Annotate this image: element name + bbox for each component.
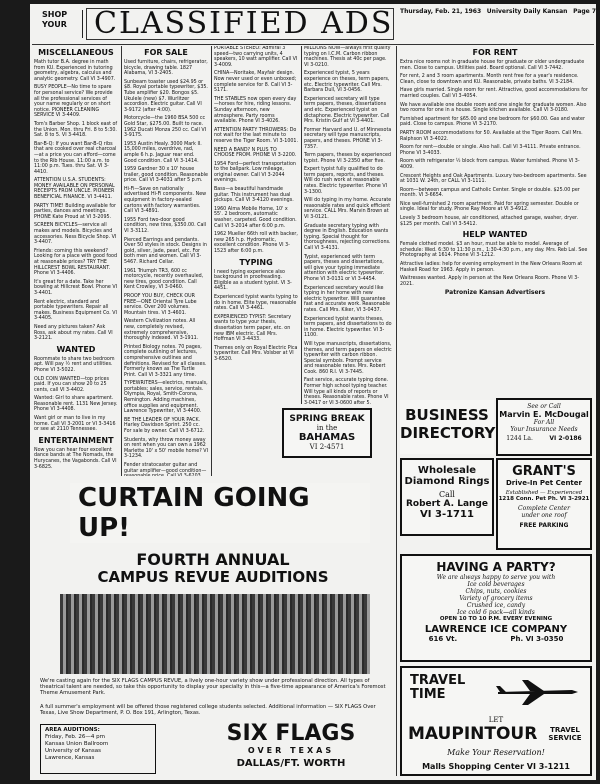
section-heading-misc: MISCELLANEOUS — [38, 48, 114, 57]
ad-body: We're casting again for the SIX FLAGS CAMPUS REVUE, a lively one-hour variety show under professional direction. All types of theatrical talent are needed, so take this opportunity to display your specialty in this—a five-time appearance of America's Foremost Theme Amusement Park. — [40, 678, 386, 696]
list-item: Term papers, theses by experienced typist. Phone VI 3-2350 after five. — [304, 153, 392, 164]
ad-contact — [498, 435, 590, 442]
list-item: Nice well-furnished 2 room apartment. Paid for spring semester. Double or single. Ideal for study. Phone Ray Moore at VI 3-4912. — [400, 201, 579, 213]
six-flags-logo: SIX FLAGS — [226, 721, 356, 746]
patronize-line: Patronize Kansan Advertisers — [444, 289, 546, 297]
list-item: NEED A BAND? N PLUS TO CHOOSE FROM. PHONE VI 3-2200. — [214, 147, 297, 159]
ad-line: Wholesale — [417, 465, 477, 476]
list-item: SCREEN BICYCLES—service all makes and models. Bicycles and accessories. Ness Bicycle Shop. VI 3-4407. — [34, 223, 117, 246]
section-heading-entertainment: ENTERTAINMENT — [38, 435, 114, 445]
list-item: Have girls married. Single room for rent. Attractive, good accommodations for married couples. Call VI 3-4054. — [400, 88, 588, 99]
audition-info — [40, 724, 156, 774]
list-item: Hi-Fi—Save on nationally advertised Hi-Fi components. New equipment in factory-sealed cartons with factory warranties. Call VI 3-4891. — [124, 186, 207, 215]
ad-address: 1244 La. — [506, 435, 533, 442]
list-item: 1961 Triumph TR3, 600 cc motorcycle, recently overhauled, new tires, good condition. Call Kent Crowley, VI 3-0460. — [124, 268, 204, 291]
newspaper-page — [30, 4, 596, 780]
list-item: EXPERIENCED TYPIST: Secretary wants to type your thesis, dissertation term paper, etc. on new IBM electric. Call Mrs. Hoffman VI 3-4433. — [214, 314, 292, 343]
list-item: We have available one double room and one single for graduate women. Also two rooms for one in a house. Single kitchen available. Call VI 3-0180. — [400, 102, 587, 114]
ad-line: Established — Experienced — [505, 490, 583, 496]
list-item: Will type manuscripts, dissertations, themes, and term papers on electric typewriter with carbon ribbon. Special symbols. Prompt service and reasonable rates. Mrs. Robert Cook. 860 R.I. VI 3-7445. — [304, 341, 392, 375]
section-heading-typing: TYPING — [239, 257, 273, 267]
ad-line: Ice cold beverages — [467, 581, 525, 588]
list-item: Room—between campus and Catholic Center. Single or double. $25.00 per month. VI 3-6654. — [400, 187, 580, 199]
ad-line: TIME — [410, 687, 446, 702]
ad-line: University of Kansas — [45, 748, 102, 754]
list-item: Roommate to share two bedroom apt. Will pay ½ rent and utilities. Phone VI 3-5022. — [34, 356, 115, 373]
column-4 — [304, 46, 392, 404]
list-item: Bass—a beautiful handmade guitar. This instrument has dual pickups. Call VI 3-4120 evenings. — [214, 187, 294, 204]
ad-name: Robert A. Lange — [406, 499, 488, 509]
ad-phone: Ph. VI 3-0350 — [510, 635, 564, 643]
ad-diamond-rings — [400, 458, 494, 536]
list-item: Now you can hear four excellent dance bands at The Nomads, the Hurycanes, the Vagabonds. Call VI 3-6825. — [34, 447, 117, 470]
list-item: CHINA—Noritake, Mayfair design. Now never used or even unboxed; complete service for 8. Call VI 3-5171. — [214, 71, 297, 94]
list-item: 1962 Mueller 66th roll with backer, new 265 h.p. Hydromatic, excellent condition. Phone VI 3-1523 after 6:00 p.m. — [214, 232, 298, 254]
list-item: PARTY TIME! Building available for parties, dances and meetings. PHONE Kate Proud at VI 3-2095. — [34, 203, 116, 220]
list-item: Sunbeam toaster used $24.95 or $8. Royal portable typewriter, $35. Tube amplifier $20. Bongos $5. Ukulele (new) $7. Wurlitzer accordion. Electric guitar. Call VI 3-9172 (after 4:00). — [124, 79, 208, 113]
ad-name: GRANT'S — [512, 464, 576, 479]
ad-name: MAUPINTOUR — [408, 724, 538, 744]
list-item: Fender stratocaster guitar and guitar amplifier—good condition— — [124, 463, 207, 474]
ad-spring-break — [282, 408, 372, 458]
ad-line: AREA AUDITIONS: — [45, 727, 100, 733]
paper-name: University Daily Kansan — [486, 8, 568, 15]
list-item: Rent electric, standard and portable typewriters. Repair all makes. Business Equipment Co. VI 3-4405. — [34, 299, 117, 322]
ad-travel-time — [410, 674, 465, 702]
ad-phone: VI 2-4571 — [309, 443, 345, 451]
list-item: Fast service, accurate typing done. Former high school typing teacher. Will type all kinds of reports or theses. Reasonable rates. Phone VI 3-0417 or VI 3-0600 after 5. — [304, 378, 389, 404]
ad-title: CURTAIN GOING UP! — [70, 483, 370, 543]
business-directory-heading — [400, 400, 494, 454]
ad-line: under one roof — [521, 512, 567, 519]
ad-line: Call — [438, 490, 455, 499]
list-item: ATTENTION U.S.A. STUDENTS: MONEY AVAILABLE ON PERSONAL RECEIPTS FROM UNCLE. PIONEER BENEFICIAL FINANCE. VI 3-4411. — [34, 178, 115, 201]
ad-address: 616 Vt. — [428, 635, 458, 643]
ad-line: Crushed ice, candy — [466, 602, 526, 609]
ad-line: Drive-In Pet Center — [506, 479, 582, 487]
ad-phone: VI 2-0186 — [549, 435, 582, 442]
ad-line: Malls Shopping Center VI 3-1211 — [422, 762, 570, 771]
ad-travel — [400, 666, 592, 776]
ad-line: in the — [316, 424, 338, 432]
ad-line: Ice cold 6 pack—all kinds — [457, 609, 535, 616]
ad-line: Your Insurance Needs — [510, 426, 578, 433]
column-rule — [211, 46, 212, 476]
ad-line: OVER TEXAS — [247, 746, 335, 755]
list-item: OLD COIN WANTED—top prices paid. If you can show 20 to 25 cents, call VI 3-4402. — [34, 376, 109, 393]
ad-line: Diamond Rings — [404, 476, 490, 487]
list-item: Printed Biology notes. 70 pages, complete outlining of lectures, comprehensive outlines and definitions. Revised for all classes. Formerly known as The Turtle Print. Call VI 3-3321 any time. — [124, 344, 207, 378]
list-item: Former Harvard and U. of Minnesota secretary will type manuscripts, papers, and theses. PHONE VI 3-7357. — [304, 127, 392, 150]
list-item: Room for rent—double or single. Also hall. Call VI 3-4111. Private entrance. Phone VI 3-4033. — [400, 145, 581, 156]
list-item: Friends: coming this weekend? Looking for a place with good food at reasonable prices? TRY THE HILLCREST BOWL RESTAURANT. Phone VI 3-4406. — [34, 248, 117, 277]
list-item: Female clothed model. $3 an hour, must be able to model. Average of schedule: Wed. 6:30 to 11:30 p.m., 1:30-4:30 p.m., any day. Mrs. Reb Lal. See Photography at 1614. Phone VI 3-1212. — [400, 242, 588, 259]
list-item: Math tutor B.A. degree in math from KU. Experienced in tutoring geometry, algebra, calculus and analytic geometry. Call VI 3-4907. — [34, 60, 116, 82]
list-item: Students, why throw money away on rent when you can own a 1962 Marlette 10' x 50' mobile home? VI 3-1234. — [124, 437, 208, 460]
ad-line: LET — [488, 716, 504, 724]
ad-contact — [402, 635, 590, 643]
section-heading-help: HELP WANTED — [462, 230, 528, 240]
list-item: Experienced secretary would like typing in her home with new electric typewriter. Will guarantee fast and accurate work. Reasonable rates. Call Mrs. Kiker, VI 3-0437. — [304, 285, 391, 313]
your-word: YOUR — [42, 20, 67, 29]
list-item: Graduate secretary typing with degree in English. Education wants typing. Special thought for thoroughness, rejecting corrections. Call VI 3-4131. — [304, 223, 391, 251]
list-item: Experienced typist, 5 years experience on theses, term papers, etc. Electric typewriter. Call Mrs. Barbara Dull, VI 3-0456. — [304, 71, 390, 94]
list-item: 1959 Gardner 30 x 10' house trailer, good condition. Reasonable price. Call VI 3-4031 after 5 p.m. — [124, 167, 208, 184]
column-2 — [124, 46, 208, 476]
list-item: PARTY ROOM accommodations for 50. Available at the Tiger Room. Call Mrs. Ralphson VI 3-4022. — [400, 130, 583, 142]
ad-body: A full summer's employment will be offered those registered college students selected. Additional information — SIX FLAGS Over Texas, Live Show Department, P. O. Box 191, Arlington, Texas. — [40, 704, 376, 716]
date: Thursday, Feb. 21, 1963 — [400, 8, 482, 15]
revue-photo — [60, 594, 370, 674]
ad-line: Variety of grocery items — [459, 595, 533, 602]
list-item: Experienced typist wants typing to do in home. Elite type, reasonable rates. Call VI 3-4461. — [214, 294, 298, 312]
list-item: Experienced typist wants theses, term papers, and dissertations to do in home. Electric typewriter. VI 3-1100. — [304, 316, 392, 339]
section-heading-wanted: WANTED — [56, 344, 96, 354]
list-item: I need typing experience also background in proofreading. Eligible as a student typist. VI 3-4451. — [214, 269, 292, 292]
column-5 — [400, 46, 590, 396]
dateline — [400, 8, 596, 16]
list-item: 1955 Ford two-door good condition, new tires, $350.00. Call VI 3-3112. — [124, 217, 207, 235]
ad-line: FOURTH ANNUAL — [136, 550, 290, 569]
page-title: CLASSIFIED ADS — [94, 6, 394, 41]
heading-line: DIRECTORY — [400, 424, 496, 442]
heading-line: BUSINESS — [405, 406, 489, 424]
list-item: MILLIONS NOW—always first quality typing on I.C.M. Carbon ribbon machines. Thesis at 40c per page. VI 3-0210. — [304, 46, 391, 68]
ad-line: See or Call — [527, 403, 561, 410]
list-item: Will do typing in my home. Accurate reasonable rates and quick efficient service. CALL Mrs. Marvin Brown at VI 3-0121. — [304, 198, 392, 221]
ad-name: Marvin E. McDougal — [499, 410, 589, 419]
list-item: Need any pictures taken? Ask Ross, ask about my rates. Call VI 3-2121. — [34, 324, 113, 342]
airplane-icon — [494, 678, 580, 706]
ad-line: OPEN 10 TO 10 P.M. EVERY EVENING — [439, 616, 553, 622]
column-rule — [396, 46, 397, 776]
ad-line: Lawrence, Kansas — [45, 755, 95, 761]
column-rule — [301, 46, 302, 404]
ad-line: TRAVEL — [410, 673, 466, 688]
ad-line: FREE PARKING — [519, 522, 569, 529]
ad-line: Make Your Reservation! — [447, 748, 545, 757]
list-item: Want girl or man to live in my home. Call VI 3-2001 or VI 3-3416 or see at 2110 Tennessee. — [34, 416, 116, 433]
list-item: For rent, 2 and 3 room apartments. Month rent free for a year's residence. Clean, close to downtown and KU. Reasonable, private baths. VI 3-2184. — [400, 74, 579, 85]
list-item: Room with refrigerator ½ block from campus. Water furnished. Phone VI 3-4009. — [400, 159, 580, 170]
list-item: ATTENTION PARTY THROWERS: Do not wait for the last minute to reserve the Tiger Room. VI 3-1001. — [214, 127, 298, 144]
ad-line: Chips, nuts, cookies — [465, 588, 527, 595]
ad-line: For All — [533, 419, 555, 426]
list-item: Bar-B-Q: If you want Bar-B-Q ribs that are cooked over real charcoal—at a price you can afford—come to the Rib House. 11:00 a.m. to 11:00 p.m. Tues. thru Sat. VI 3-4410. — [34, 141, 117, 175]
list-item: Extra nice rooms not in graduate house for graduate or older undergraduate men. Close to campus. Utilities paid. Board optional. Call VI 3-7442. — [400, 60, 585, 71]
list-item: Tom's Barber Shop. 1 block east of the Union. Mon. thru Fri. 8 to 5:30. Sat. 8 to 5. VI 3-4418. — [34, 121, 118, 139]
ad-line: DALLAS/FT. WORTH — [236, 758, 346, 769]
ad-mcdougal — [496, 398, 592, 456]
list-item: Waitresses wanted. Apply in person at the New Orleans Room. Phone VI 3-2021. — [400, 276, 580, 287]
ad-line: SPRING BREAK — [289, 414, 365, 424]
list-item: 1953 Austin Healy. 3000 Mark II. 15,000 miles, overdrive, rad, ample 6 h.p. Jaguar rear end. Good condition. Call VI 3-1414. — [124, 141, 202, 164]
ad-address: 1218 Conn. Pet Ph. VI 3-2921 — [498, 496, 590, 502]
section-heading-forsale: FOR SALE — [144, 48, 188, 57]
section-heading-forrent: FOR RENT — [472, 48, 518, 57]
list-item: BE THE LEADER OF YOUR PACK. Harley Davidson Sprint. 250 cc. For sale by owner. Call VI 3-6712. — [124, 417, 205, 435]
shop-word: SHOP — [42, 10, 68, 19]
ad-title: HAVING A PARTY? — [436, 560, 556, 574]
column-rule — [121, 46, 122, 476]
list-item: Used furniture, chairs, refrigerator, bicycle, drawing table. 1827 Alabama, VI 3-2405. — [124, 60, 208, 77]
list-item: Themes only on Royal Electric Pica typewriter. Call Mrs. Volsber at VI 3-6520. — [214, 345, 298, 362]
list-item: Furnished apartment for $65.00 and one bedroom for $60.00. Gas and water paid. Close to campus. Phone VI 3-2170. — [400, 116, 585, 128]
ad-line: Kansas Union Ballroom — [45, 741, 109, 747]
column-3 — [214, 46, 298, 404]
list-item: BUSY PEOPLE—No time to spare for personal service? We provide all the professional services of your name regularly or on short notice. PIONEER CLEANING SERVICE VI 3-4409. — [34, 85, 113, 119]
ad-line: Friday, Feb. 26—4 pm — [45, 734, 105, 740]
list-item: PROOF YOU BUY, CHECK OUR FREE—ONE Oriental Tyre Lube service. Over 200 volumes. Mountain tires. VI 3-4601. — [124, 293, 197, 316]
list-item: 1960 Alma Mobile Home, 10' x 55'. 2 bedroom, automatic washer, carpeted. Good condition. Call VI 3-2014 after 6:00 p.m. — [214, 206, 297, 229]
list-item: Wanted: Girl to share apartment. Reasonable rent. 1131 New Jersey. Phone VI 3-4408. — [34, 396, 118, 413]
ad-line: TRAVEL SERVICE — [548, 726, 582, 742]
list-item: It's great for a date. Take her bowling at Hillcrest Bowl. Phone VI 3-4401. — [34, 279, 118, 296]
column-1 — [34, 46, 118, 476]
page-number: Page 7 — [573, 8, 596, 15]
header-rule — [32, 44, 594, 45]
list-item: Attractive ladies: help for evening employment in the New Orleans Room at Haskell Road for 1963. Apply in person. — [400, 262, 583, 273]
list-item: THE STABLES now open every day—horses for hire, riding lessons. Sunday afternoon, new atmosphere. Party rooms available. Phone VI 3-4026. — [214, 96, 297, 125]
ad-party — [400, 554, 592, 662]
list-item: Expert typist fully qualified to do term papers, reports, and theses. Will do rush work at reasonable rates. Electric typewriter. Phone VI 3-1300. — [304, 167, 388, 195]
list-item: Pierced Earrings and pendants. Over 50 styles in stock. Designs in gold, silver, jade, pearl, etc. For both men and women. Call VI 3-5467. Richard Cellar. — [124, 237, 207, 265]
shop-your-label — [42, 10, 83, 38]
list-item: Motorcycle—the 1960 BSA 500 cc Gold Star, $275.00. Built to race. 1962 Ducati Monza 250 cc. Call VI 3-9175. — [124, 116, 207, 139]
list-item: Lovely 3 bedroom house, air conditioned, attached garage, washer, dryer. $125 per month. Call VI 3-5412. — [400, 216, 579, 227]
ad-phone: VI 3-1711 — [420, 509, 474, 520]
list-item: 1954 Ford—perfect transportation to the ballpark. Low mileage, original owner. Call VI 3-2044 evenings. — [214, 161, 296, 184]
ad-grants — [496, 458, 592, 550]
list-item: TYPEWRITERS—electrics, manuals, portables; sales, service, rentals. Olympia, Royal, Smith-Corona, Remington. Adding machines, office supplies and equipment. Lawrence Typewriter, VI 3-4400. — [124, 381, 208, 415]
ad-company: LAWRENCE ICE COMPANY — [424, 624, 568, 635]
list-item: PORTABLE STEREO: Admiral 3 speed—two carrying units, 4 speakers, 10 watt amplifier. Call VI 3-4009. — [214, 46, 298, 68]
list-item: Typist, experienced with term papers, theses and dissertations, will give your typing immediate attention with electric typewriter. Phone VI 3-0131 or VI 3-4454. — [304, 254, 385, 282]
ad-line: CAMPUS REVUE AUDITIONS — [97, 568, 329, 586]
masthead — [32, 6, 596, 42]
ad-line: We are always happy to serve you with — [436, 574, 556, 581]
ad-line: BAHAMAS — [298, 432, 356, 443]
list-item: Western Civilization notes. All new, completely revised, extremely comprehensive, thoroughly indexed. VI 3-1911. — [124, 319, 199, 342]
curtain-banner — [70, 483, 370, 543]
list-item: Crescent Heights and Oak Apartments. Luxury two-bedroom apartments. See at 1031 W. 24th, or CALL VI 3-1111. — [400, 173, 587, 185]
list-item: Experienced secretary will type term papers, theses, dissertations and etc. Experienced typist on dictaphone. Electric typewriter. Call Mrs. Kristin Gulf at VI 3-4401. — [304, 96, 390, 125]
ad-line: Complete Center — [518, 505, 570, 512]
